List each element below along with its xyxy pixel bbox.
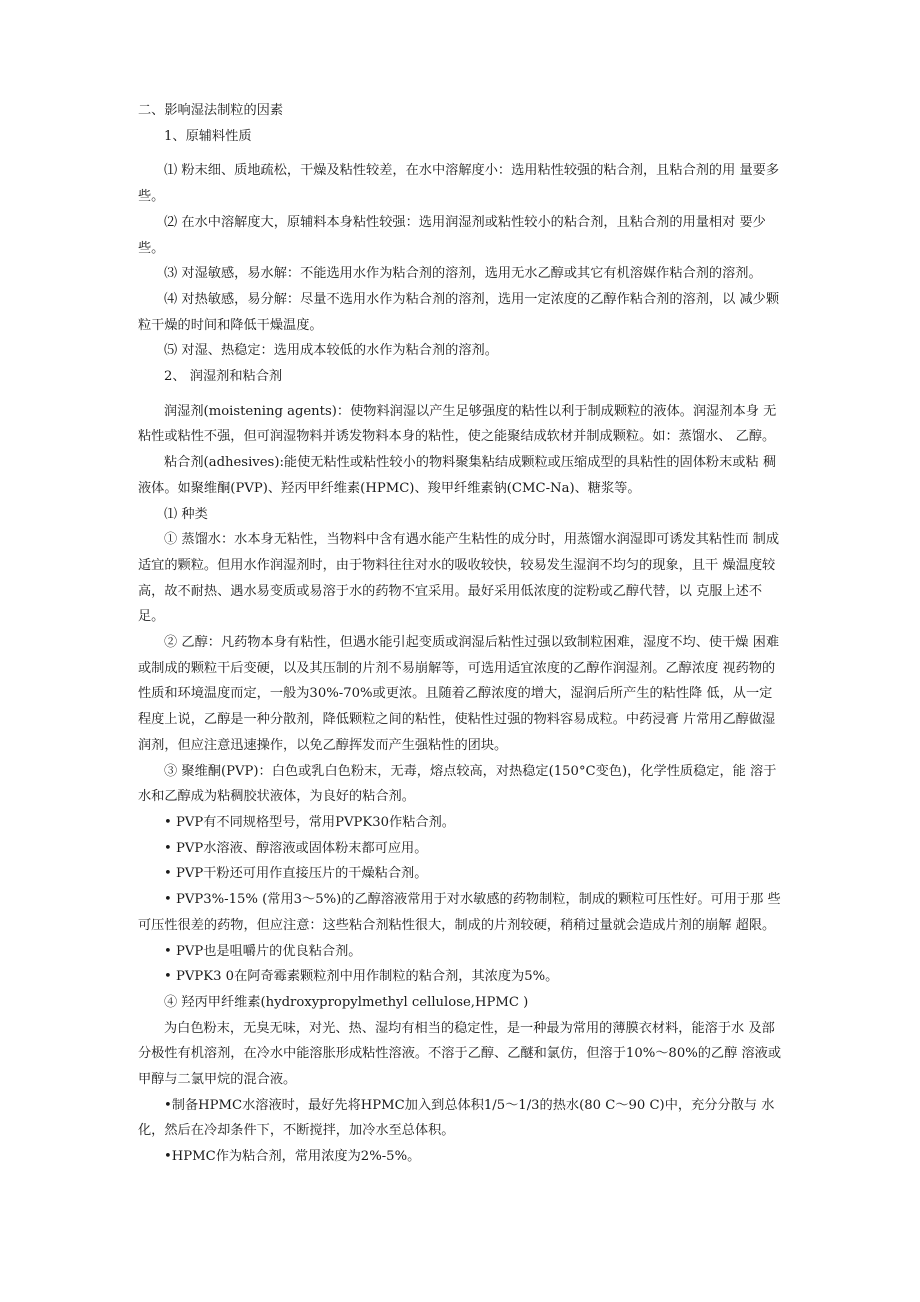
document-body (138, 98, 783, 1170)
hpmc-bullet: •制备HPMC水溶液时，最好先将HPMC加入到总体积1/5～1/3的热水(80 C～90 C)中，充分分散与 水化，然后在冷却条件下，不断搅拌，加冷水至总体积。 (138, 1097, 775, 1139)
factor-item-3: ⑶ 对湿敏感，易水解：不能选用水作为粘合剂的溶剂，选用无水乙醇或其它有机溶媒作粘合剂的溶剂。 (164, 266, 762, 282)
type-pvp: ③ 聚维酮(PVP)：白色或乳白色粉末，无毒，熔点较高，对热稳定(150°C变色)，化学性质稳定，能 溶于水和乙醇成为粘稠胶状液体，为良好的粘合剂。 (138, 763, 777, 805)
pvp-bullet: • PVP也是咀嚼片的优良粘合剂。 (164, 943, 362, 959)
pvp-bullet: • PVP干粉还可用作直接压片的干燥粘合剂。 (164, 866, 428, 882)
pvp-bullet: • PVP水溶液、醇溶液或固体粉末都可应用。 (164, 840, 428, 856)
type-distilled-water: ① 蒸馏水：水本身无粘性，当物料中含有遇水能产生粘性的成分时，用蒸馏水润湿即可诱发其粘性而 制成适宜的颗粒。但用水作润湿剂时，由于物料往往对水的吸收较快，较易发生湿润不均匀的现象，且干 燥温度较高，故不耐热、遇水易变质或易溶于水的药物不宜采用。最好采用低浓度的淀粉或乙醇代替，以 克服上述不足。 (138, 532, 780, 625)
factor-item-2: ⑵ 在水中溶解度大，原辅料本身粘性较强：选用润湿剂或粘性较小的粘合剂，且粘合剂的用量相对 要少些。 (138, 214, 766, 256)
pvp-bullet: • PVPK3 0在阿奇霉素颗粒剂中用作制粒的粘合剂，其浓度为5%。 (164, 969, 559, 985)
hpmc-bullet: •HPMC作为粘合剂，常用浓度为2%-5%。 (164, 1149, 421, 1165)
moistening-agent-definition: 润湿剂(moistening agents)：使物料润湿以产生足够强度的粘性以利于制成颗粒的液体。润湿剂本身 无粘性或粘性不强，但可润湿物料并诱发物料本身的粘性，使之能聚结成软材并制成颗粒。如：蒸馏水、 乙醇。 (138, 403, 777, 445)
pvp-bullet: • PVP3%-15% (常用3～5%)的乙醇溶液常用于对水敏感的药物制粒，制成的颗粒可压性好。可用于那 些可压性很差的药物，但应注意：这些粘合剂粘性很大，制成的片剂较硬，稍稍过量就会造成片剂的崩解 超限。 (138, 892, 781, 933)
factor-item-1: ⑴ 粉末细、质地疏松，干燥及粘性较差，在水中溶解度小：选用粘性较强的粘合剂，且粘合剂的用 量要多些。 (138, 163, 780, 205)
factor-item-5: ⑸ 对湿、热稳定：选用成本较低的水作为粘合剂的溶剂。 (164, 343, 498, 359)
pvp-bullet: • PVP有不同规格型号，常用PVPK30作粘合剂。 (164, 814, 455, 830)
subsection-title-agents: 2、 润湿剂和粘合剂 (164, 369, 283, 385)
type-ethanol: ② 乙醇：凡药物本身有粘性，但遇水能引起变质或润湿后粘性过强以致制粒困难，湿度不均、使干燥 困难或制成的颗粒干后变硬，以及其压制的片剂不易崩解等，可选用适宜浓度的乙醇作润湿剂。乙醇浓度 视药物的性质和环境温度而定，一般为30%-70%或更浓。且随着乙醇浓度的增大，湿润后所产生的粘性降 低，从一定程度上说，乙醇是一种分散剂，降低颗粒之间的粘性，使粘性过强的物料容易成粒。中药浸膏 片常用乙醇做湿润剂，但应注意迅速操作，以免乙醇挥发而产生强粘性的团块。 (138, 635, 780, 753)
type-hpmc-title: ④ 羟丙甲纤维素(hydroxypropylmethyl cellulose,HPMC ) (164, 994, 529, 1010)
types-heading: ⑴ 种类 (164, 506, 208, 522)
section-title: 二、影响湿法制粒的因素 (138, 103, 284, 118)
hpmc-description: 为白色粉末，无臭无味，对光、热、湿均有相当的稳定性，是一种最为常用的薄膜衣材料，能溶于水 及部分极性有机溶剂，在冷水中能溶胀形成粘性溶液。不溶于乙醇、乙醚和氯仿，但溶于10%～80%的乙醇 溶液或甲醇与二氯甲烷的混合液。 (138, 1020, 782, 1088)
adhesive-definition: 粘合剂(adhesives):能使无粘性或粘性较小的物料聚集粘结成颗粒或压缩成型的具粘性的固体粉末或粘 稠液体。如聚维酮(PVP)、羟丙甲纤维素(HPMC)、羧甲纤维素钠(CMC-Na)、糖浆等。 (138, 455, 777, 496)
factor-item-4: ⑷ 对热敏感，易分解：尽量不选用水作为粘合剂的溶剂，选用一定浓度的乙醇作粘合剂的溶剂，以 减少颗粒干燥的时间和降低干燥温度。 (138, 291, 780, 333)
subsection-title-raw-materials: 1、原辅料性质 (164, 128, 252, 144)
